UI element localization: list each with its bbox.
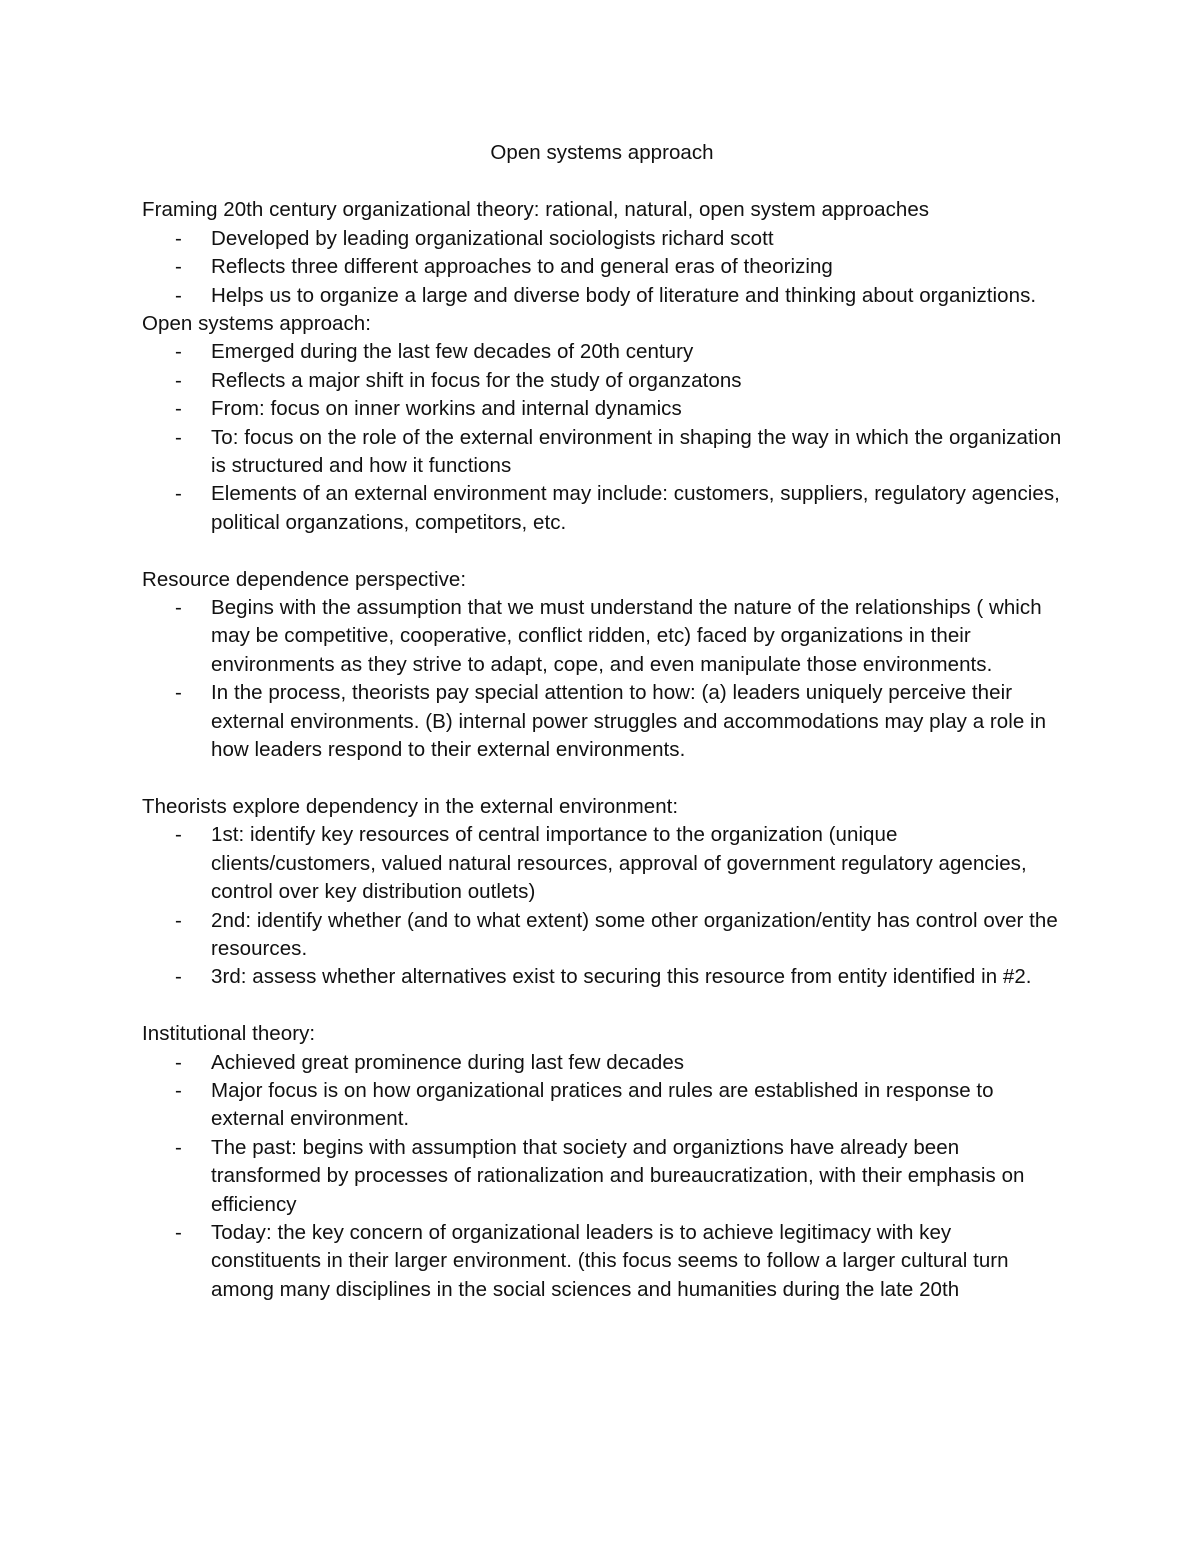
bullet-text: The past: begins with assumption that society and organiztions have already been transformed by processes of rationalization and bureaucratization, with their emphasis on efficiency — [211, 1135, 1025, 1216]
bullet-item — [142, 338, 1062, 366]
bullet-text: Begins with the assumption that we must understand the nature of the relationships ( which may be competitive, cooperative, conflict ridden, etc) faced by organizations in their environments as they strive to adapt, cope, and even manipulate those environments. — [211, 596, 1042, 676]
bullet-dash: - — [175, 368, 182, 392]
bullet-item — [142, 480, 1062, 537]
bullet-dash: - — [175, 681, 182, 705]
bullet-text: 1st: identify key resources of central importance to the organization (unique clients/customers, valued natural resources, approval of government regulatory agencies, control over key distribution outlets) — [211, 823, 1027, 904]
bullet-text: From: focus on inner workins and internal dynamics — [211, 397, 682, 421]
section-heading: Open systems approach: — [142, 312, 371, 336]
paragraph-gap — [142, 992, 1062, 1020]
section-heading: Institutional theory: — [142, 1022, 316, 1046]
bullet-dash: - — [175, 1050, 182, 1074]
bullet-item — [142, 1049, 1062, 1077]
bullet-text: Today: the key concern of organizational leaders is to achieve legitimacy with key constituents in their larger environment. (this focus seems to follow a larger cultural turn among many disciplines in the social sciences and humanities during the late 20th — [211, 1220, 1009, 1301]
bullet-text: In the process, theorists pay special attention to how: (a) leaders uniquely perceive their external environments. (B) internal power struggles and accommodations may play a role in how leaders respond to their external environments. — [211, 681, 1047, 762]
bullet-item — [142, 225, 1062, 253]
bullet-item — [142, 253, 1062, 281]
bullet-item — [142, 367, 1062, 395]
paragraph-gap — [142, 537, 1062, 565]
bullet-dash: - — [175, 965, 182, 989]
section-heading: Resource dependence perspective: — [142, 567, 467, 591]
bullet-dash: - — [175, 255, 182, 279]
bullet-list — [142, 225, 1062, 310]
bullet-list — [142, 1049, 1062, 1305]
bullet-item — [142, 1077, 1062, 1134]
bullet-item — [142, 395, 1062, 423]
bullet-text: Reflects a major shift in focus for the study of organzatons — [211, 368, 742, 392]
bullet-list — [142, 594, 1062, 764]
bullet-dash: - — [175, 596, 182, 620]
bullet-text: To: focus on the role of the external environment in shaping the way in which the organization is structured and how it functions — [211, 425, 1062, 478]
bullet-dash: - — [175, 425, 182, 449]
bullet-text: Developed by leading organizational sociologists richard scott — [211, 226, 774, 250]
bullet-item — [142, 594, 1062, 679]
bullet-list — [142, 338, 1062, 537]
bullet-dash: - — [175, 226, 182, 250]
bullet-dash: - — [175, 1220, 182, 1244]
bullet-dash: - — [175, 908, 182, 932]
document-page — [142, 139, 1062, 1304]
bullet-item — [142, 282, 1062, 310]
bullet-item — [142, 963, 1062, 991]
bullet-dash: - — [175, 1078, 182, 1102]
section-framing — [142, 196, 1062, 310]
bullet-text: Elements of an external environment may include: customers, suppliers, regulatory agencies, political organzations, competitors, etc. — [211, 482, 1060, 534]
section-heading: Framing 20th century organizational theory: rational, natural, open system approaches — [142, 198, 930, 222]
bullet-item — [142, 907, 1062, 964]
section-resource-dependence — [142, 566, 1062, 765]
bullet-text: Helps us to organize a large and diverse body of literature and thinking about organiztions. — [211, 283, 1037, 307]
section-dependency — [142, 793, 1062, 992]
bullet-dash: - — [175, 340, 182, 364]
section-heading: Theorists explore dependency in the external environment: — [142, 794, 679, 818]
bullet-dash: - — [175, 1135, 182, 1159]
bullet-list — [142, 821, 1062, 991]
bullet-item — [142, 679, 1062, 764]
bullet-text: Major focus is on how organizational pratices and rules are established in response to external environment. — [211, 1078, 994, 1131]
bullet-item — [142, 424, 1062, 481]
bullet-item — [142, 1134, 1062, 1219]
paragraph-gap — [142, 765, 1062, 793]
bullet-dash: - — [175, 283, 182, 307]
bullet-text: Emerged during the last few decades of 20th century — [211, 340, 694, 364]
bullet-dash: - — [175, 482, 182, 506]
bullet-dash: - — [175, 823, 182, 847]
section-open-systems — [142, 310, 1062, 537]
bullet-text: Reflects three different approaches to and general eras of theorizing — [211, 255, 833, 279]
bullet-text: Achieved great prominence during last few decades — [211, 1050, 685, 1074]
bullet-item — [142, 821, 1062, 906]
bullet-dash: - — [175, 397, 182, 421]
bullet-text: 2nd: identify whether (and to what extent) some other organization/entity has control over the resources. — [211, 908, 1058, 960]
section-institutional-theory — [142, 1020, 1062, 1304]
bullet-item — [142, 1219, 1062, 1304]
bullet-text: 3rd: assess whether alternatives exist to securing this resource from entity identified in #2. — [211, 965, 1032, 989]
document-title: Open systems approach — [490, 141, 714, 164]
